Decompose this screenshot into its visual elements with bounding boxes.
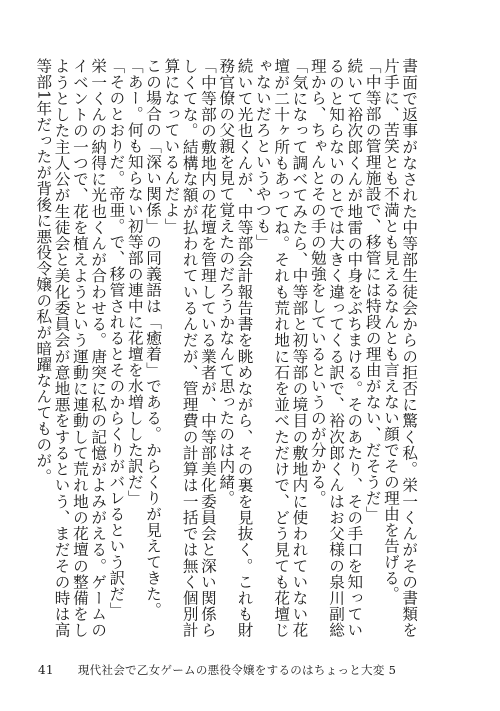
page-footer	[38, 662, 396, 678]
page-number: 41	[38, 663, 54, 677]
vertical-text-body	[34, 58, 418, 638]
paragraph: 書面で返事がなされた中等部生徒会からの拒否に驚く私。栄一くんがその書類を片手に、苦笑とも不満とも見えるなんとも言えない顔でその理由を告げる。	[381, 58, 419, 638]
dialogue-paragraph: 「中等部の管理施設で、移管には特段の理由がない、だそうだ」	[363, 58, 382, 522]
paragraph: この場合の「深い関係」の同義語は「癒着」である。からくりが見えてきた。	[144, 58, 163, 618]
paragraph: 続いて光也くんが、中等部会計報告書を眺めながら、その裏を見抜く。これも財務官僚の父親を見て覚えたのだろうかなんて思ったのは内緒。	[217, 58, 254, 638]
page-text-area	[34, 58, 462, 638]
running-title: 現代社会で乙女ゲームの悪役令嬢をするのはちょっと大変 5	[77, 663, 397, 677]
dialogue-paragraph: 「あー。何も知らない初等部の連中に花壇を水増しした訳だ」	[125, 58, 144, 506]
dialogue-paragraph: 「気になって調べてみたら、中等部と初等部の境目の敷地内に使われていない花壇が二十ヶ所もあってね。それも荒れ地に石を並べただけで、どう見ても花壇じゃないだろというやつも」	[253, 58, 309, 638]
dialogue-paragraph: 「中等部の敷地内の花壇を管理している業者が、中等部美化委員会と深い関係らしくてな。結構な額が払われているんだが、管理費の計算は一括では無く個別計算になっているんだよ」	[162, 58, 217, 638]
paragraph: 栄一くんの納得に光也くんが合わせる。唐突に私の記憶がよみがえる。ゲームのイベントの一つで、花を植えようという運動に連動して荒れ地の花壇の整備をしようとした主人公が生徒会と美化委員会が意地悪をするという、まだその時は高等部1年だったが背後に悪役令嬢の私が暗躍なんてものが。	[34, 58, 108, 638]
dialogue-paragraph: 「そのとおりだ。帝亜。で、移管されるとそのからくりがバレるという訳だ」	[107, 58, 126, 618]
paragraph: 続いて裕次郎くんが地雷の中身をぶちまける。そのあたり、その手口を知っているのと知らないのとでは大きく違ってくる訳で、裕次郎くんはお父様の泉川副総理から、ちゃんとその手の勉強をしているというのが分かる。	[308, 58, 364, 638]
